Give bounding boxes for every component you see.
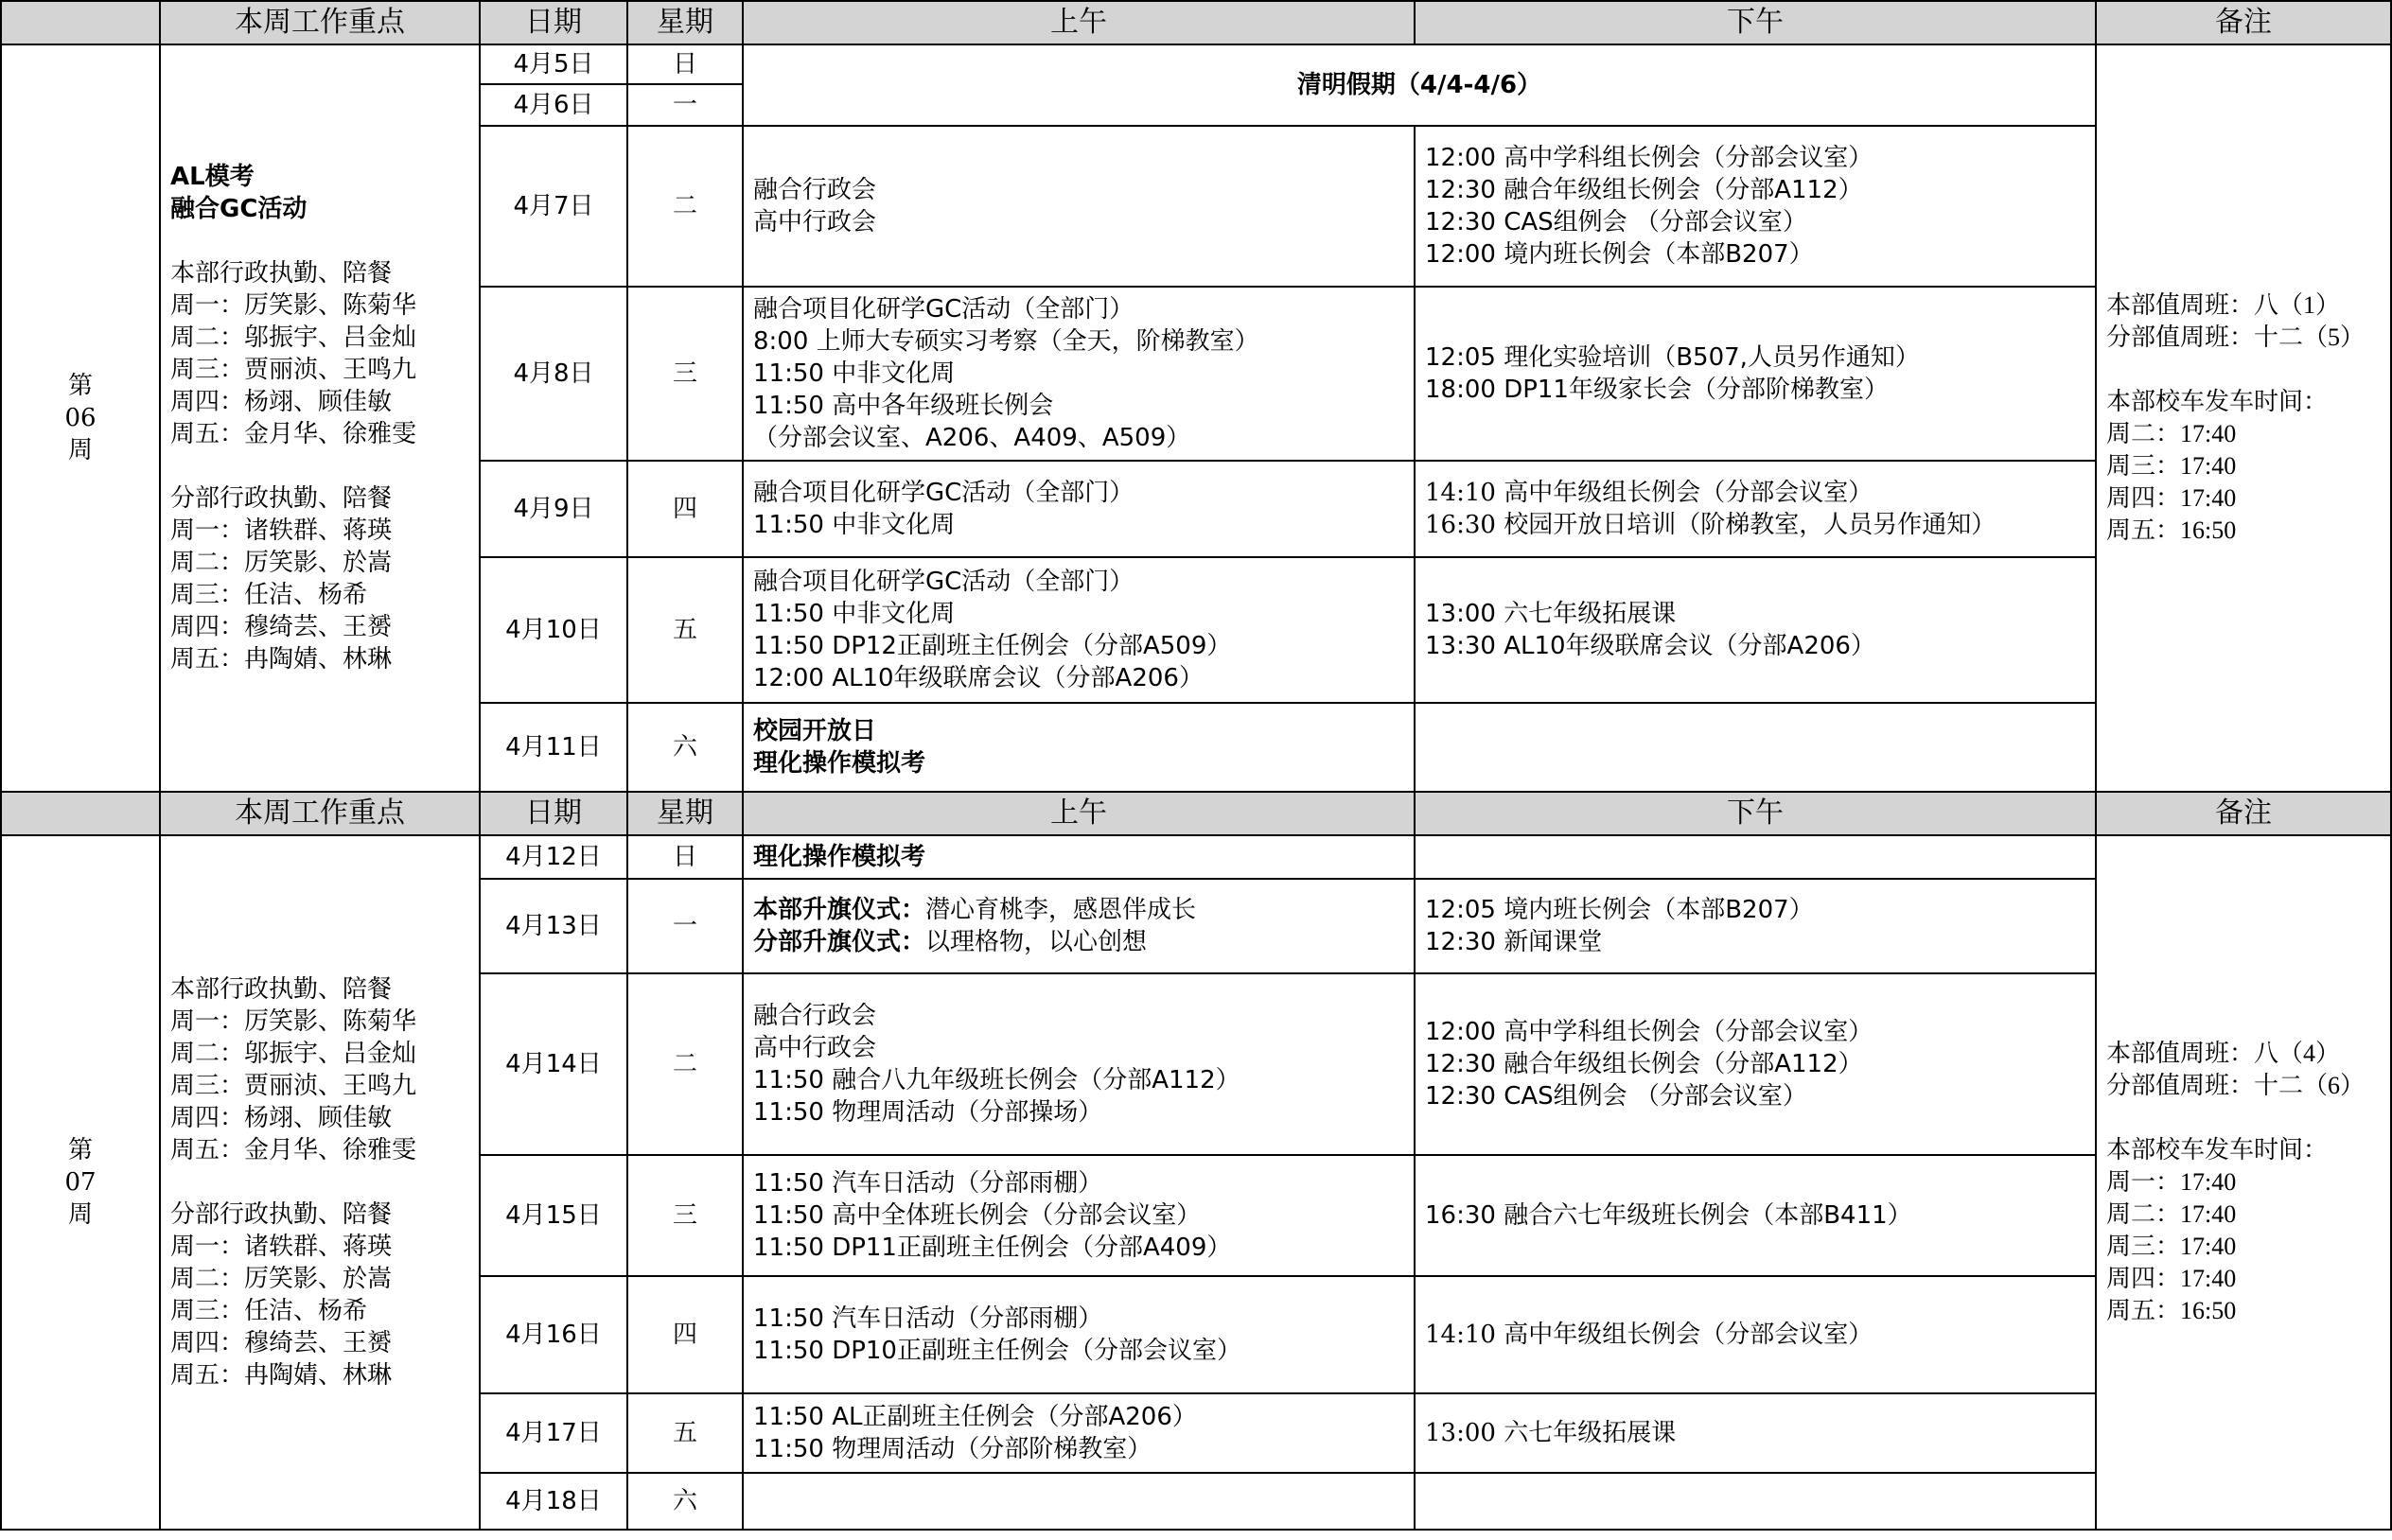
bus-time: 周二：17:40 bbox=[2106, 420, 2237, 447]
table-row bbox=[1, 44, 2391, 84]
duty-line: 周五：金月华、徐雅雯 bbox=[170, 1136, 417, 1164]
pm-cell bbox=[1415, 1155, 2096, 1276]
event-line: 12:30 融合年级组长例会（分部A112） bbox=[1425, 176, 1863, 204]
header-weekday: 星期 bbox=[627, 792, 743, 835]
date-cell: 4月11日 bbox=[480, 703, 627, 792]
week-label-number: 06 bbox=[64, 404, 97, 432]
duty-line: 周三：任洁、杨希 bbox=[170, 581, 368, 609]
weekday-cell: 二 bbox=[627, 126, 743, 287]
event-line: 12:00 境内班长例会（本部B207） bbox=[1425, 240, 1814, 269]
date-cell: 4月5日 bbox=[480, 44, 627, 84]
duty-line: 周二：厉笑影、於嵩 bbox=[170, 549, 393, 577]
week-focus bbox=[160, 44, 480, 792]
bus-time: 周五：16:50 bbox=[2106, 516, 2237, 544]
duty-line: 周四：杨翊、顾佳敏 bbox=[170, 1104, 393, 1132]
event-line: 16:30 融合六七年级班长例会（本部B411） bbox=[1425, 1201, 1912, 1230]
weekday-cell: 二 bbox=[627, 973, 743, 1155]
weekday-cell: 五 bbox=[627, 557, 743, 703]
weekday-cell: 一 bbox=[627, 84, 743, 126]
bus-time: 周四：17:40 bbox=[2106, 484, 2237, 512]
header-date: 日期 bbox=[480, 1, 627, 44]
bus-time: 周二：17:40 bbox=[2106, 1200, 2237, 1228]
date-cell: 4月6日 bbox=[480, 84, 627, 126]
pm-cell bbox=[1415, 973, 2096, 1155]
date-cell: 4月12日 bbox=[480, 835, 627, 879]
event-line: 12:30 CAS组例会 （分部会议室） bbox=[1425, 1082, 1807, 1111]
pm-cell bbox=[1415, 1393, 2096, 1473]
week-label-prefix: 第 bbox=[67, 1136, 93, 1164]
flag-ceremony-theme: 以理格物，以心创想 bbox=[925, 928, 1148, 956]
focus-highlight: 融合GC活动 bbox=[170, 195, 308, 223]
event-line: 12:00 高中学科组长例会（分部会议室） bbox=[1425, 1018, 1873, 1046]
weekday-cell: 日 bbox=[627, 835, 743, 879]
date-cell: 4月17日 bbox=[480, 1393, 627, 1473]
duty-line: 周二：邬振宇、吕金灿 bbox=[170, 324, 417, 352]
event-line: 18:00 DP11年级家长会（分部阶梯教室） bbox=[1425, 376, 1889, 404]
header-note: 备注 bbox=[2096, 1, 2391, 44]
event-line: 11:50 DP11正副班主任例会（分部A409） bbox=[753, 1234, 1232, 1262]
event-line: 融合项目化研学GC活动（全部门） bbox=[753, 295, 1134, 324]
duty-branch-title: 分部行政执勤、陪餐 bbox=[170, 484, 393, 513]
bus-title: 本部校车发车时间： bbox=[2106, 1136, 2329, 1164]
duty-main-title: 本部行政执勤、陪餐 bbox=[170, 259, 393, 288]
event-line bbox=[753, 926, 1404, 958]
weekday-cell: 日 bbox=[627, 44, 743, 84]
pm-cell bbox=[1415, 835, 2096, 879]
event-time: 13:00 bbox=[1425, 1419, 1496, 1447]
header-focus: 本周工作重点 bbox=[160, 792, 480, 835]
event-line: 11:50 中非文化周 bbox=[753, 511, 956, 539]
event-time: 16:30 bbox=[1425, 511, 1496, 539]
remark-duty-branch: 分部值周班：十二（6） bbox=[2106, 1072, 2366, 1100]
remark-cell bbox=[2096, 44, 2391, 792]
week-label bbox=[1, 44, 160, 792]
event-text: 校园开放日培训（阶梯教室，人员另作通知） bbox=[1495, 511, 1996, 539]
event-line: 12:05 境内班长例会（本部B207） bbox=[1425, 896, 1814, 924]
header-row bbox=[1, 1, 2391, 44]
event-line: 融合项目化研学GC活动（全部门） bbox=[753, 568, 1134, 596]
event-line bbox=[1425, 1417, 2085, 1449]
event-line: 校园开放日 bbox=[753, 717, 877, 745]
event-text: 高中年级组长例会（分部会议室） bbox=[1495, 1321, 1873, 1349]
date-cell: 4月9日 bbox=[480, 461, 627, 557]
event-time: 14:10 bbox=[1425, 479, 1496, 507]
am-cell bbox=[743, 1155, 1415, 1276]
event-line: 12:30 融合年级组长例会（分部A112） bbox=[1425, 1050, 1863, 1078]
am-cell bbox=[743, 461, 1415, 557]
header-am: 上午 bbox=[743, 1, 1415, 44]
header-pm: 下午 bbox=[1415, 1, 2096, 44]
event-line: 12:05 理化实验培训（B507,人员另作通知） bbox=[1425, 343, 1920, 372]
event-line: 12:30 新闻课堂 bbox=[1425, 928, 1603, 956]
header-am: 上午 bbox=[743, 792, 1415, 835]
event-line: 13:30 AL10年级联席会议（分部A206） bbox=[1425, 632, 1875, 660]
pm-cell bbox=[1415, 461, 2096, 557]
event-line: 11:50 融合八九年级班长例会（分部A112） bbox=[753, 1066, 1240, 1094]
remark-duty-branch: 分部值周班：十二（5） bbox=[2106, 324, 2366, 352]
header-row bbox=[1, 792, 2391, 835]
header-blank bbox=[1, 792, 160, 835]
duty-line: 周一：诸轶群、蒋瑛 bbox=[170, 516, 393, 545]
event-line: 11:50 汽车日活动（分部雨棚） bbox=[753, 1304, 1103, 1333]
weekday-cell: 一 bbox=[627, 879, 743, 973]
duty-line: 周一：诸轶群、蒋瑛 bbox=[170, 1233, 393, 1261]
remark-cell bbox=[2096, 835, 2391, 1530]
am-cell bbox=[743, 1393, 1415, 1473]
event-line: 11:50 高中各年级班长例会 bbox=[753, 392, 1054, 420]
event-line: 融合项目化研学GC活动（全部门） bbox=[753, 479, 1134, 507]
week-label-suffix: 周 bbox=[67, 436, 93, 464]
event-line: 12:00 AL10年级联席会议（分部A206） bbox=[753, 664, 1204, 692]
duty-line: 周一：厉笑影、陈菊华 bbox=[170, 1007, 417, 1036]
event-line: 融合行政会 bbox=[753, 1002, 877, 1030]
pm-cell bbox=[1415, 287, 2096, 461]
event-line: 高中行政会 bbox=[753, 208, 877, 236]
flag-ceremony-label: 本部升旗仪式： bbox=[753, 896, 926, 924]
date-cell: 4月7日 bbox=[480, 126, 627, 287]
event-line: 8:00 上师大专硕实习考察（全天，阶梯教室） bbox=[753, 327, 1259, 356]
date-cell: 4月16日 bbox=[480, 1276, 627, 1393]
event-line: 高中行政会 bbox=[753, 1034, 877, 1062]
week-label bbox=[1, 835, 160, 1530]
duty-line: 周五：金月华、徐雅雯 bbox=[170, 420, 417, 448]
event-line: 11:50 中非文化周 bbox=[753, 600, 956, 628]
am-cell: 理化操作模拟考 bbox=[743, 835, 1415, 879]
event-line bbox=[1425, 477, 2085, 509]
event-line: 融合行政会 bbox=[753, 176, 877, 204]
header-focus: 本周工作重点 bbox=[160, 1, 480, 44]
duty-line: 周二：厉笑影、於嵩 bbox=[170, 1265, 393, 1293]
event-line: 11:50 汽车日活动（分部雨棚） bbox=[753, 1169, 1103, 1198]
header-blank bbox=[1, 1, 160, 44]
am-cell bbox=[743, 1276, 1415, 1393]
focus-highlight: AL模考 bbox=[170, 163, 255, 191]
header-weekday: 星期 bbox=[627, 1, 743, 44]
event-line: 12:00 高中学科组长例会（分部会议室） bbox=[1425, 144, 1873, 172]
duty-line: 周五：冉陶婧、林琳 bbox=[170, 1361, 393, 1390]
event-text: 高中年级组长例会（分部会议室） bbox=[1495, 479, 1873, 507]
date-cell: 4月18日 bbox=[480, 1473, 627, 1530]
am-cell bbox=[743, 287, 1415, 461]
weekday-cell: 三 bbox=[627, 287, 743, 461]
duty-line: 周四：杨翊、顾佳敏 bbox=[170, 388, 393, 416]
week-label-prefix: 第 bbox=[67, 372, 93, 400]
remark-duty-main: 本部值周班：八（4） bbox=[2106, 1040, 2341, 1068]
event-line bbox=[753, 894, 1404, 926]
duty-line: 周三：贾丽浈、王鸣九 bbox=[170, 356, 417, 384]
event-line: 11:50 物理周活动（分部操场） bbox=[753, 1098, 1103, 1127]
header-note: 备注 bbox=[2096, 792, 2391, 835]
duty-line: 周一：厉笑影、陈菊华 bbox=[170, 291, 417, 320]
duty-line: 周二：邬振宇、吕金灿 bbox=[170, 1040, 417, 1068]
duty-line: 周四：穆绮芸、王赟 bbox=[170, 1329, 393, 1357]
event-line: 11:50 物理周活动（分部阶梯教室） bbox=[753, 1435, 1152, 1463]
duty-line: 周三：贾丽浈、王鸣九 bbox=[170, 1072, 417, 1100]
bus-time: 周三：17:40 bbox=[2106, 452, 2237, 480]
remark-duty-main: 本部值周班：八（1） bbox=[2106, 291, 2341, 320]
event-line: （分部会议室、A206、A409、A509） bbox=[753, 424, 1191, 452]
event-line: 12:30 CAS组例会 （分部会议室） bbox=[1425, 208, 1807, 236]
weekday-cell: 四 bbox=[627, 461, 743, 557]
event-line: 11:50 DP12正副班主任例会（分部A509） bbox=[753, 632, 1232, 660]
pm-cell bbox=[1415, 703, 2096, 792]
date-cell: 4月14日 bbox=[480, 973, 627, 1155]
am-cell bbox=[743, 973, 1415, 1155]
weekday-cell: 五 bbox=[627, 1393, 743, 1473]
weekday-cell: 四 bbox=[627, 1276, 743, 1393]
duty-branch-title: 分部行政执勤、陪餐 bbox=[170, 1200, 393, 1229]
bus-time: 周三：17:40 bbox=[2106, 1233, 2237, 1260]
header-pm: 下午 bbox=[1415, 792, 2096, 835]
flag-ceremony-theme: 潜心育桃李，感恩伴成长 bbox=[925, 896, 1197, 924]
date-cell: 4月13日 bbox=[480, 879, 627, 973]
date-cell: 4月8日 bbox=[480, 287, 627, 461]
date-cell: 4月15日 bbox=[480, 1155, 627, 1276]
pm-cell bbox=[1415, 126, 2096, 287]
event-line bbox=[1425, 1319, 2085, 1351]
duty-line: 周三：任洁、杨希 bbox=[170, 1297, 368, 1325]
table-row bbox=[1, 835, 2391, 879]
bus-time: 周一：17:40 bbox=[2106, 1168, 2237, 1196]
am-cell bbox=[743, 557, 1415, 703]
event-line: 11:50 中非文化周 bbox=[753, 359, 956, 388]
event-time: 14:10 bbox=[1425, 1321, 1496, 1349]
weekday-cell: 六 bbox=[627, 703, 743, 792]
weekday-cell: 三 bbox=[627, 1155, 743, 1276]
pm-cell bbox=[1415, 879, 2096, 973]
pm-cell bbox=[1415, 1276, 2096, 1393]
am-cell bbox=[743, 1473, 1415, 1530]
event-line: 11:50 高中全体班长例会（分部会议室） bbox=[753, 1201, 1202, 1230]
pm-cell bbox=[1415, 1473, 2096, 1530]
am-cell bbox=[743, 703, 1415, 792]
pm-cell bbox=[1415, 557, 2096, 703]
date-cell: 4月10日 bbox=[480, 557, 627, 703]
event-line: 11:50 DP10正副班主任例会（分部会议室） bbox=[753, 1337, 1241, 1365]
week-label-suffix: 周 bbox=[67, 1200, 93, 1229]
event-line: 11:50 AL正副班主任例会（分部A206） bbox=[753, 1403, 1197, 1431]
event-line: 理化操作模拟考 bbox=[753, 749, 926, 778]
duty-line: 周四：穆绮芸、王赟 bbox=[170, 613, 393, 641]
bus-time: 周五：16:50 bbox=[2106, 1297, 2237, 1324]
duty-main-title: 本部行政执勤、陪餐 bbox=[170, 975, 393, 1004]
holiday-cell: 清明假期（4/4-4/6） bbox=[743, 44, 2096, 126]
am-cell bbox=[743, 126, 1415, 287]
week-label-number: 07 bbox=[64, 1168, 97, 1197]
bus-time: 周四：17:40 bbox=[2106, 1265, 2237, 1292]
bus-title: 本部校车发车时间： bbox=[2106, 388, 2329, 416]
am-cell bbox=[743, 879, 1415, 973]
event-text: 六七年级拓展课 bbox=[1495, 1419, 1677, 1447]
event-line bbox=[1425, 509, 2085, 541]
week-focus bbox=[160, 835, 480, 1530]
flag-ceremony-label: 分部升旗仪式： bbox=[753, 928, 926, 956]
weekday-cell: 六 bbox=[627, 1473, 743, 1530]
event-line: 13:00 六七年级拓展课 bbox=[1425, 600, 1677, 628]
duty-line: 周五：冉陶婧、林琳 bbox=[170, 645, 393, 674]
header-date: 日期 bbox=[480, 792, 627, 835]
